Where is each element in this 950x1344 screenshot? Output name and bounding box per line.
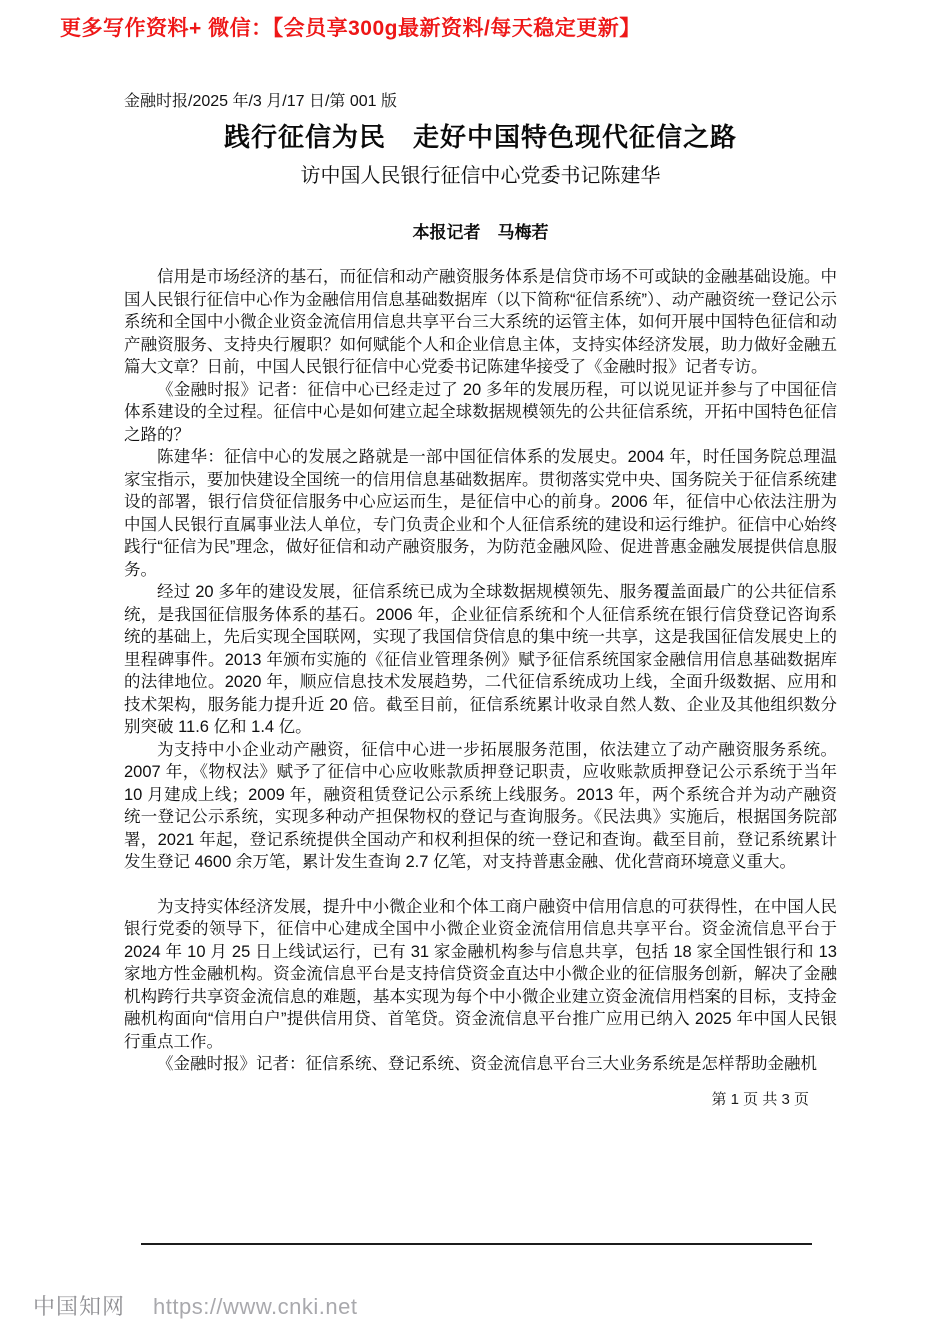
cnki-site-name: 中国知网 <box>33 1294 126 1319</box>
article-title: 践行征信为民 走好中国特色现代征信之路 <box>223 122 737 152</box>
article-paragraph: 为支持实体经济发展，提升中小微企业和个体工商户融资中信用信息的可获得性，在中国人民银行党委的领导下，征信中心建成全国中小微企业资金流信用信息共享平台。资金流信息平台于 2024 年 10 月 25 日上线试运行，已有 31 家金融机构参与信息共享，包括 18 家全国性银行和 13 家地方性金融机构。资金流信息平台是支持信贷资金直达中小微企业的征信服务创新，解决了金融机构跨行共享资金流信息的难题，基本实现为每个中小微企业建立资金流信用档案的目标，支持金融机构面向“信用白户”提供信用贷、首笔贷。资金流信息平台推广应用已纳入 2025 年中国人民银行重点工作。 <box>124 897 837 1051</box>
cnki-watermark <box>33 1290 357 1321</box>
article-subtitle: 访中国人民银行征信中心党委书记陈建华 <box>300 165 661 187</box>
article-paragraph: 经过 20 多年的建设发展，征信系统已成为全球数据规模领先、服务覆盖面最广的公共征信系统，是我国征信服务体系的基石。2006 年，企业征信系统和个人征信系统在银行信贷登记咨询系统的基础上，先后实现全国联网，实现了我国信贷信息的集中统一共享，这是我国征信发展史上的里程碑事件。2013 年颁布实施的《征信业管理条例》赋予征信系统国家金融信用信息基础数据库的法律地位。2020 年，顺应信息技术发展趋势，二代征信系统成功上线，全面升级数据、应用和技术架构，服务能力提升近 20 倍。截至目前，征信系统累计收录自然人数、企业及其他组织数分别突破 11.6 亿和 1.4 亿。 <box>124 583 837 736</box>
cnki-url: https://www.cnki.net <box>153 1294 358 1319</box>
promo-banner-text: 更多写作资料+ 微信：【会员享300g最新资料/每天稳定更新】 <box>60 17 641 40</box>
article-page <box>124 88 837 1109</box>
article-paragraph: 信用是市场经济的基石，而征信和动产融资服务体系是信贷市场不可或缺的金融基础设施。中国人民银行征信中心作为金融信用信息基础数据库（以下简称“征信系统”）、动产融资统一登记公示系统和全国中小微企业资金流信用信息共享平台三大系统的运管主体，如何开展中国特色征信和动产融资服务、支持央行履职？如何赋能个人和企业信息主体，支持实体经济发展，助力做好金融五篇大文章？日前，中国人民银行征信中心党委书记陈建华接受了《金融时报》记者专访。 <box>124 268 837 376</box>
article-body <box>124 266 837 1076</box>
publication-dateline: 金融时报/2025 年/3 月/17 日/第 001 版 <box>124 93 397 110</box>
footer-divider <box>141 1243 812 1245</box>
page-indicator: 第 1 页 共 3 页 <box>711 1090 809 1108</box>
article-paragraph: 《金融时报》记者：征信中心已经走过了 20 多年的发展历程，可以说见证并参与了中国征信体系建设的全过程。征信中心是如何建立起全球数据规模领先的公共征信系统，开拓中国特色征信之路的？ <box>124 380 837 444</box>
article-paragraph: 陈建华：征信中心的发展之路就是一部中国征信体系的发展史。2004 年，时任国务院总理温家宝指示，要加快建设全国统一的信用信息基础数据库。贯彻落实党中央、国务院关于征信系统建设的部署，银行信贷征信服务中心应运而生，是征信中心的前身。2006 年，征信中心依法注册为中国人民银行直属事业法人单位，专门负责企业和个人征信系统的建设和运行维护。征信中心始终践行“征信为民”理念，做好征信和动产融资服务，为防范金融风险、促进普惠金融发展提供信息服务。 <box>124 448 837 579</box>
article-paragraph: 为支持中小企业动产融资，征信中心进一步拓展服务范围，依法建立了动产融资服务系统。2007 年，《物权法》赋予了征信中心应收账款质押登记职责，应收账款质押登记公示系统于当年 10 月建成上线；2009 年，融资租赁登记公示系统上线服务。2013 年，两个系统合并为动产融资统一登记公示系统，实现多种动产担保物权的登记与查询服务。《民法典》实施后，根据国务院部署，2021 年起，登记系统提供全国动产和权利担保的统一登记和查询。截至目前，登记系统累计发生登记 4600 余万笔，累计发生查询 2.7 亿笔，对支持普惠金融、优化营商环境意义重大。 <box>124 740 837 871</box>
article-byline: 本报记者 马梅若 <box>412 223 549 242</box>
article-paragraph: 《金融时报》记者：征信系统、登记系统、资金流信息平台三大业务系统是怎样帮助金融机 <box>157 1055 817 1073</box>
